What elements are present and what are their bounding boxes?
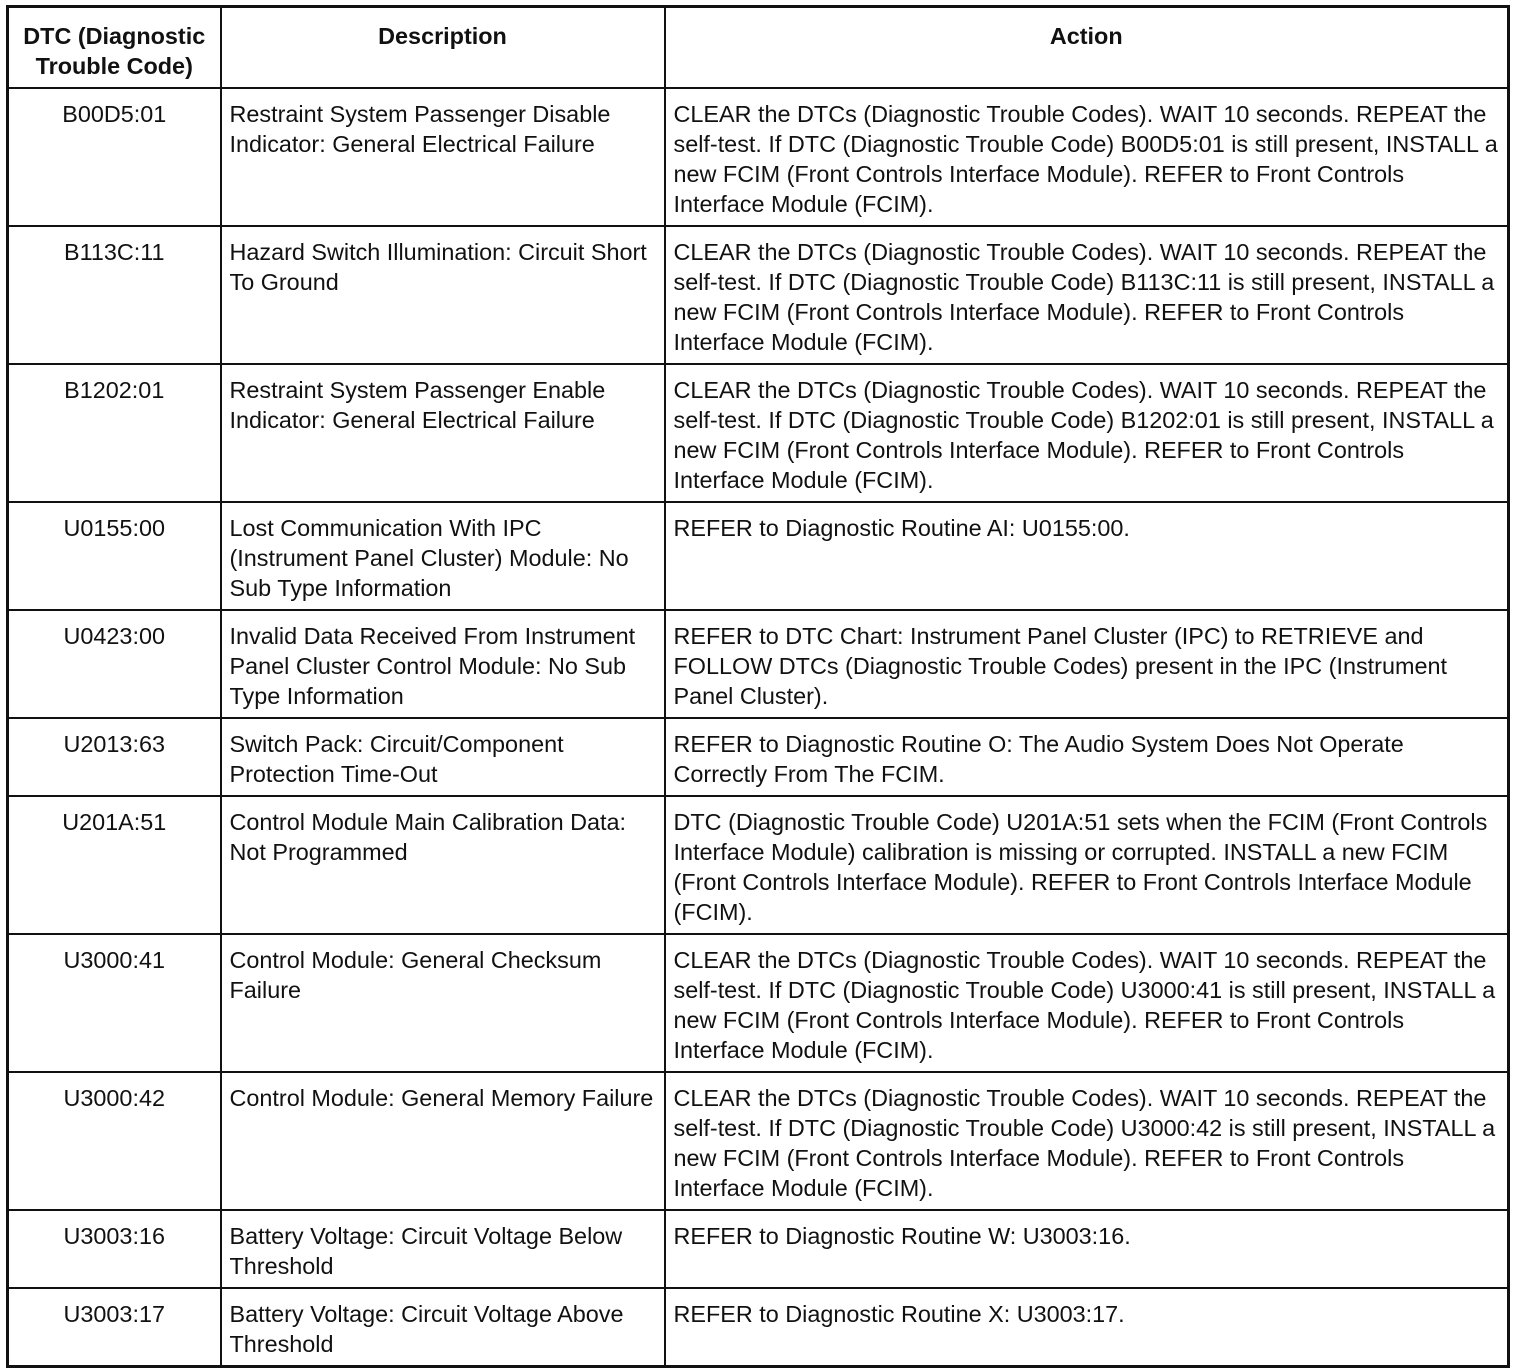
description-cell: Restraint System Passenger Disable Indicator: General Electrical Failure (221, 88, 665, 226)
action-cell: REFER to Diagnostic Routine O: The Audio System Does Not Operate Correctly From The FCIM. (665, 718, 1509, 796)
description-cell: Battery Voltage: Circuit Voltage Above Threshold (221, 1288, 665, 1367)
table-row (8, 1288, 1509, 1367)
action-cell: CLEAR the DTCs (Diagnostic Trouble Codes). WAIT 10 seconds. REPEAT the self-test. If DTC (Diagnostic Trouble Code) B113C:11 is still present, INSTALL a new FCIM (Front Controls Interface Module). REFER to Front Controls Interface Module (FCIM). (665, 226, 1509, 364)
table-row (8, 718, 1509, 796)
dtc-code-cell: U0155:00 (8, 502, 221, 610)
dtc-code-cell: U3003:16 (8, 1210, 221, 1288)
table-row (8, 226, 1509, 364)
dtc-code-cell: U201A:51 (8, 796, 221, 934)
column-header-description: Description (221, 7, 665, 89)
action-cell: REFER to Diagnostic Routine AI: U0155:00. (665, 502, 1509, 610)
dtc-code-cell: B113C:11 (8, 226, 221, 364)
dtc-code-cell: U3003:17 (8, 1288, 221, 1367)
action-cell: REFER to DTC Chart: Instrument Panel Cluster (IPC) to RETRIEVE and FOLLOW DTCs (Diagnostic Trouble Codes) present in the IPC (Instrument Panel Cluster). (665, 610, 1509, 718)
action-cell: CLEAR the DTCs (Diagnostic Trouble Codes). WAIT 10 seconds. REPEAT the self-test. If DTC (Diagnostic Trouble Code) U3000:41 is still present, INSTALL a new FCIM (Front Controls Interface Module). REFER to Front Controls Interface Module (FCIM). (665, 934, 1509, 1072)
table-row (8, 610, 1509, 718)
dtc-code-cell: U0423:00 (8, 610, 221, 718)
description-cell: Control Module Main Calibration Data: Not Programmed (221, 796, 665, 934)
action-cell: CLEAR the DTCs (Diagnostic Trouble Codes). WAIT 10 seconds. REPEAT the self-test. If DTC (Diagnostic Trouble Code) U3000:42 is still present, INSTALL a new FCIM (Front Controls Interface Module). REFER to Front Controls Interface Module (FCIM). (665, 1072, 1509, 1210)
table-row (8, 1210, 1509, 1288)
action-cell: CLEAR the DTCs (Diagnostic Trouble Codes). WAIT 10 seconds. REPEAT the self-test. If DTC (Diagnostic Trouble Code) B00D5:01 is still present, INSTALL a new FCIM (Front Controls Interface Module). REFER to Front Controls Interface Module (FCIM). (665, 88, 1509, 226)
table-row (8, 934, 1509, 1072)
dtc-code-cell: B1202:01 (8, 364, 221, 502)
dtc-code-cell: U3000:41 (8, 934, 221, 1072)
description-cell: Hazard Switch Illumination: Circuit Short To Ground (221, 226, 665, 364)
column-header-action: Action (665, 7, 1509, 89)
action-cell: DTC (Diagnostic Trouble Code) U201A:51 sets when the FCIM (Front Controls Interface Module) calibration is missing or corrupted. INSTALL a new FCIM (Front Controls Interface Module). REFER to Front Controls Interface Module (FCIM). (665, 796, 1509, 934)
description-cell: Switch Pack: Circuit/Component Protection Time-Out (221, 718, 665, 796)
column-header-dtc: DTC (Diagnostic Trouble Code) (8, 7, 221, 89)
description-cell: Invalid Data Received From Instrument Panel Cluster Control Module: No Sub Type Information (221, 610, 665, 718)
description-cell: Lost Communication With IPC (Instrument Panel Cluster) Module: No Sub Type Information (221, 502, 665, 610)
action-cell: REFER to Diagnostic Routine X: U3003:17. (665, 1288, 1509, 1367)
dtc-code-cell: B00D5:01 (8, 88, 221, 226)
dtc-code-cell: U2013:63 (8, 718, 221, 796)
table-row (8, 364, 1509, 502)
description-cell: Restraint System Passenger Enable Indicator: General Electrical Failure (221, 364, 665, 502)
dtc-table (6, 5, 1510, 1368)
table-row (8, 796, 1509, 934)
action-cell: CLEAR the DTCs (Diagnostic Trouble Codes). WAIT 10 seconds. REPEAT the self-test. If DTC (Diagnostic Trouble Code) B1202:01 is still present, INSTALL a new FCIM (Front Controls Interface Module). REFER to Front Controls Interface Module (FCIM). (665, 364, 1509, 502)
action-cell: REFER to Diagnostic Routine W: U3003:16. (665, 1210, 1509, 1288)
dtc-code-cell: U3000:42 (8, 1072, 221, 1210)
description-cell: Control Module: General Checksum Failure (221, 934, 665, 1072)
table-header-row (8, 7, 1509, 89)
table-row (8, 502, 1509, 610)
description-cell: Control Module: General Memory Failure (221, 1072, 665, 1210)
table-row (8, 1072, 1509, 1210)
description-cell: Battery Voltage: Circuit Voltage Below Threshold (221, 1210, 665, 1288)
table-row (8, 88, 1509, 226)
